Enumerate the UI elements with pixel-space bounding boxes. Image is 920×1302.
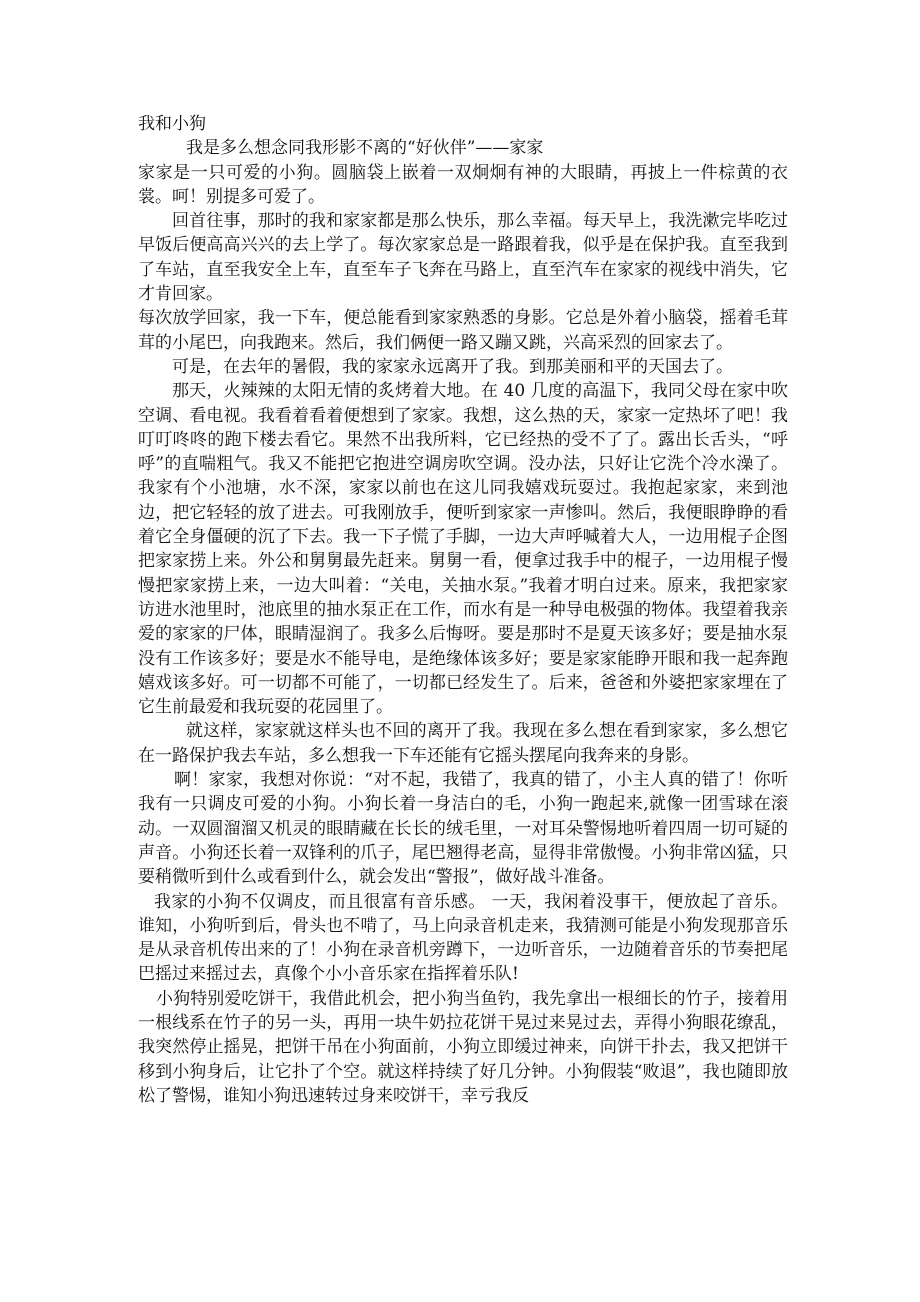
paragraph-5: 可是，在去年的暑假，我的家家永远离开了我。到那美丽和平的天国去了。	[172, 356, 733, 377]
document-title: 我和小狗	[138, 114, 206, 134]
paragraph-7: 就这样，家家就这样头也不回的离开了我。我现在多么想在看到家家，多么想它在一路保护我去车站，多么想我一下车还能有它摇头摆尾向我奔来的身影。	[138, 721, 788, 766]
paragraph-4: 每次放学回家，我一下车，便总能看到家家熟悉的身影。它总是外着小脑袋，摇着毛茸茸的小尾巴，向我跑来。然后，我们俩便一路又蹦又跳，兴高采烈的回家去了。	[138, 308, 788, 353]
paragraph-8: 啊！家家，我想对你说：“对不起，我错了，我真的错了，小主人真的错了！你听我有一只调皮可爱的小狗。小狗长着一身洁白的毛，小狗一跑起来,就像一团雪球在滚动。一双圆溜溜又机灵的眼睛藏在长长的绒毛里，一对耳朵警惕地听着四周一切可疑的声音。小狗还长着一双锋利的爪子，尾巴翘得老高，显得非常傲慢。小狗非常凶猛，只要稍微听到什么或看到什么，就会发出“警报”，做好战斗准备。	[138, 770, 788, 888]
paragraph-10: 小狗特别爱吃饼干，我借此机会，把小狗当鱼钓，我先拿出一根细长的竹子，接着用一根线系在竹子的另一头，再用一块牛奶拉花饼干晃过来晃过去，弄得小狗眼花缭乱，我突然停止摇晃，把饼干吊在小狗面前，小狗立即缓过神来，向饼干扑去，我又把饼干移到小狗身后，让它扑了个空。就这样持续了好几分钟。小狗假装“败退”，我也随即放松了警惕，谁知小狗迅速转过身来咬饼干，幸亏我反	[138, 988, 788, 1106]
paragraph-3: 回首往事，那时的我和家家都是那么快乐，那么幸福。每天早上，我洗漱完毕吃过早饭后便高高兴兴的去上学了。每次家家总是一路跟着我，似乎是在保护我。直至我到了车站，直至我安全上车，直至车子飞奔在马路上，直至汽车在家家的视线中消失，它才肯回家。	[138, 211, 788, 305]
paragraph-9: 我家的小狗不仅调皮，而且很富有音乐感。 一天，我闲着没事干，便放起了音乐。谁知，小狗听到后，骨头也不啃了，马上向录音机走来，我猜测可能是小狗发现那音乐是从录音机传出来的了！小狗在录音机旁蹲下，一边听音乐，一边随着音乐的节奏把尾巴摇过来摇过去，真像个小小音乐家在指挥着乐队!	[138, 891, 788, 985]
paragraph-6: 那天，火辣辣的太阳无情的炙烤着大地。在 40 几度的高温下，我同父母在家中吹空调、看电视。我看着看着便想到了家家。我想，这么热的天，家家一定热坏了吧！我叮叮咚咚的跑下楼去看它。果然不出我所料，它已经热的受不了了。露出长舌头，“呼呼”的直喘粗气。我又不能把它抱进空调房吹空调。没办法，只好让它洗个冷水澡了。我家有个小池塘，水不深，家家以前也在这儿同我嬉戏玩耍过。我抱起家家，来到池边，把它轻轻的放了进去。可我刚放手，便听到家家一声惨叫。然后，我便眼睁睁的看着它全身僵硬的沉了下去。我一下子慌了手脚，一边大声呼喊着大人，一边用棍子企图把家家捞上来。外公和舅舅最先赶来。舅舅一看，便拿过我手中的棍子，一边用棍子慢慢把家家捞上来，一边大叫着：“关电，关抽水泵。”我着才明白过来。原来，我把家家访进水池里时，池底里的抽水泵正在工作，而水有是一种导电极强的物体。我望着我亲爱的家家的尸体，眼睛湿润了。我多么后悔呀。要是那时不是夏天该多好；要是抽水泵没有工作该多好；要是水不能导电，是绝缘体该多好；要是家家能睁开眼和我一起奔跑嬉戏该多好。可一切都不可能了，一切都已经发生了。后来，爸爸和外婆把家家埋在了它生前最爱和我玩耍的花园里了。	[138, 381, 788, 718]
paragraph-1: 我是多么想念同我形影不离的“好伙伴”——家家	[186, 138, 544, 159]
paragraph-2: 家家是一只可爱的小狗。圆脑袋上嵌着一双炯炯有神的大眼睛，再披上一件棕黄的衣裳。呵！别提多可爱了。	[138, 162, 788, 207]
document-page	[138, 112, 788, 1108]
